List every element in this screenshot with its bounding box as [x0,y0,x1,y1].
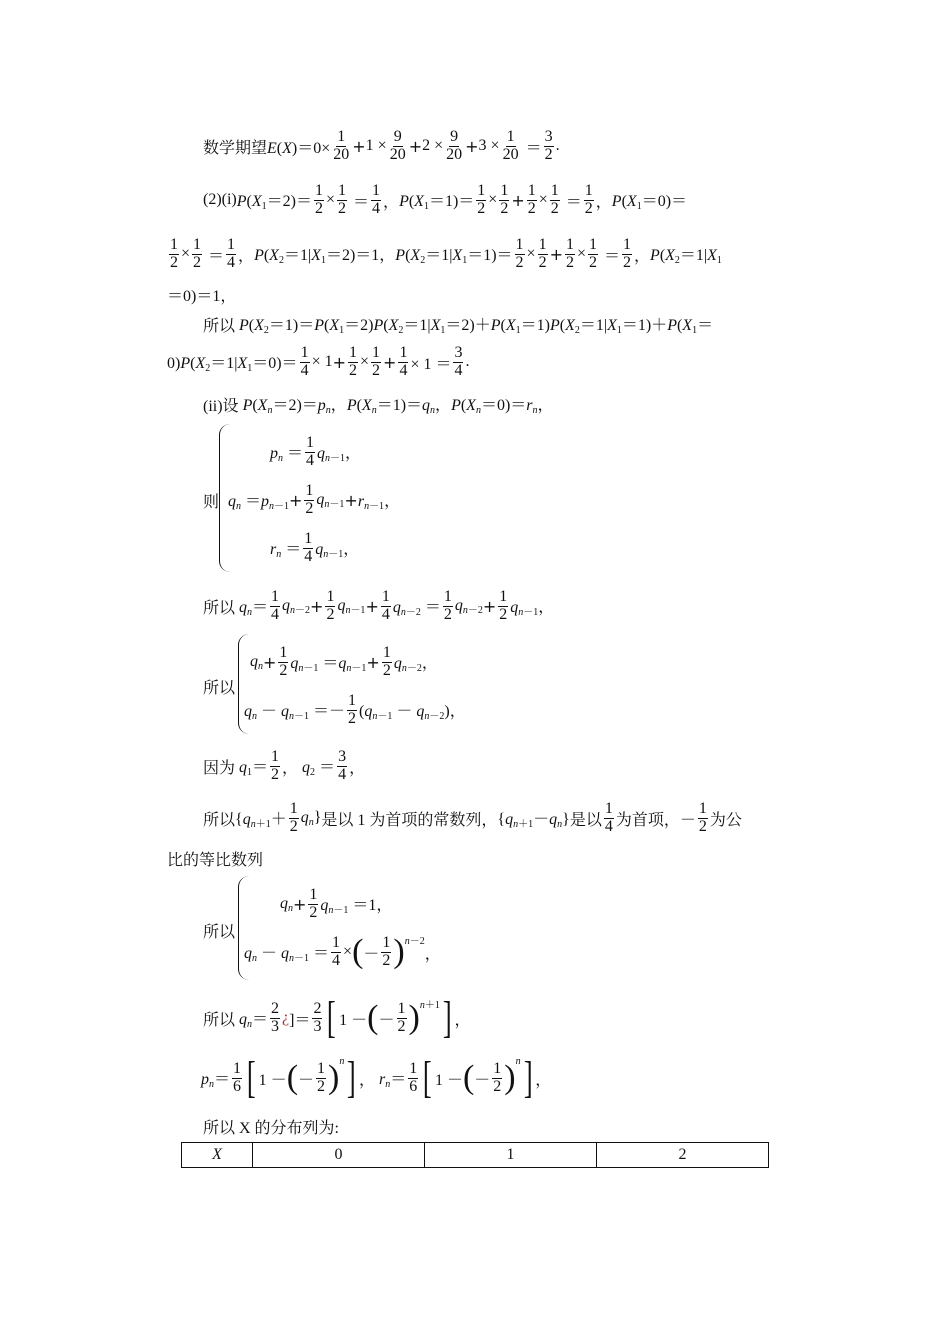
distribution-table [181,1142,769,1168]
system3-so: 所以 [203,923,236,941]
part2-line5: $0)P(X_2=1|X_1=0)=$ $\frac{1}{4}$ × 1 + $\frac{1}{2}$ × $\frac{1}{2}$ + $\frac{1}{4}$ × 1 ＝ $\frac{3}{4}$ . [167,343,470,379]
table-cell: 1 [425,1143,597,1168]
system3-eq1: $q_n$ + $\frac{1}{2}$ $q_{n-1} =1$， [280,885,393,921]
system2-eq1: $q_n$ + $\frac{1}{2}$ $q_{n-1} =q_{n-1}$ + $\frac{1}{2}$ $q_{n-2}$， [250,643,438,679]
part2-line4: 所以 $P(X_2=1)=P(X_1=2)P(X_2=1|X_1=2)+P(X_1=1)P(X_2=1|X_1=1)+P(X_1=$ [203,317,714,336]
sequence-description: 所以 {$q_{n+1}+$ $\frac{1}{2}$ $q_n$} 是以 1 为首项的常数列， $\{q_{n+1}-q_n\}$ 是以 $\frac{1}{4}$ 为首项， － $\frac{1}{2}$ 为公 [203,799,742,835]
part2-line1: (2)(i) $P(X_1=2)=$ $\frac{1}{2}$ × $\frac{1}{2}$ ＝ $\frac{1}{4}$ ， $P(X_1=1)=$ $\frac{1}{2}$ × $\frac{1}{2}$ + $\frac{1}{2}$ × $\frac{1}{2}$ ＝ $\frac{1}{2}$ ， $P(X_1=0)=$ [203,181,688,217]
qn-recurrence: 所以 $q_n=$ $\frac{1}{4}$ $q_{n-2}$ + $\frac{1}{2}$ $q_{n-1}$ + $\frac{1}{4}$ $q_{n-2}$ ＝ $\frac{1}{2}$ $q_{n-2}$ + $\frac{1}{2}$ $q_{n-1}$， [203,587,555,623]
part2-line2: $\frac{1}{2}$ × $\frac{1}{2}$ ＝ $\frac{1}{4}$ ， $P(X_2=1|X_1=2)=1$， $P(X_2=1|X_1=1)=$ $\frac{1}{2}$ × $\frac{1}{2}$ + $\frac{1}{2}$ × $\frac{1}{2}$ ＝ $\frac{1}{2}$ ， $P(X_2=1|X_1$ [170,235,722,271]
system1-eq3: $r_n$ ＝ $\frac{1}{4}$ $q_{n-1}$， [270,529,360,565]
system1-eq2: $q_n =p_{n-1}$ + $\frac{1}{2}$ $q_{n-1}$ + $r_{n-1}$， [228,481,401,517]
sequence-description-cont: 比的等比数列 [167,851,264,869]
qn-formula: 所以 $q_n=$ $\frac{2}{3}$ ¿ ]＝ $\frac{2}{3}$ [ 1 － ( － $\frac{1}{2}$ ) $^{n +1}$ ] ， [203,993,471,1042]
part2-line3: ＝0)＝1， [167,287,237,305]
system2-eq2: $q_n - q_{n-1}$ ＝－ $\frac{1}{2}$ $(q_{n-1} - q_{n-2})$， [244,691,466,727]
system1-eq1: $p_n$ ＝ $\frac{1}{4}$ $q_{n-1}$， [270,433,362,469]
system1-then: 则 [203,493,220,511]
system2-so: 所以 [203,679,236,697]
expectation-line: 数学期望 E(X)＝0× $\frac{1}{20}$ + 1 × $\frac{9}{20}$ + 2 × $\frac{9}{20}$ + 3 × $\frac{1}{20}$ ＝ $\frac{3}{2}$ . [203,127,560,163]
table-cell-x: X [182,1143,253,1168]
table-row [182,1143,769,1168]
part2-label: (2)(i) [203,191,237,208]
table-cell: 0 [253,1143,425,1168]
system3-eq2: $q_n - q_{n-1}$ ＝ $\frac{1}{4}$ × ( － $\frac{1}{2}$ ) $^{n -2}$ ， [244,933,441,970]
part-ii-line: (ii)设 $P(X_n=2)=p_n$，$P(X_n=1)=q_n$，$P(X_n=0)=r_n$， [203,397,554,416]
initial-values: 因为 $q_1=$ $\frac{1}{2}$ ， $q_2$ ＝ $\frac{3}{4}$ ， [203,747,366,783]
table-cell: 2 [597,1143,769,1168]
pn-rn-formula: $p_n=$ $\frac{1}{6}$ [ 1 － ( － $\frac{1}{2}$ ) $^n$ ] ， $r_n=$ $\frac{1}{6}$ [ 1 － ( － $\frac{1}{2}$ ) $^n$ ] ， [201,1053,552,1102]
distribution-label: 所以 X 的分布列为: [203,1119,340,1137]
expectation-label: 数学期望 [203,139,268,157]
